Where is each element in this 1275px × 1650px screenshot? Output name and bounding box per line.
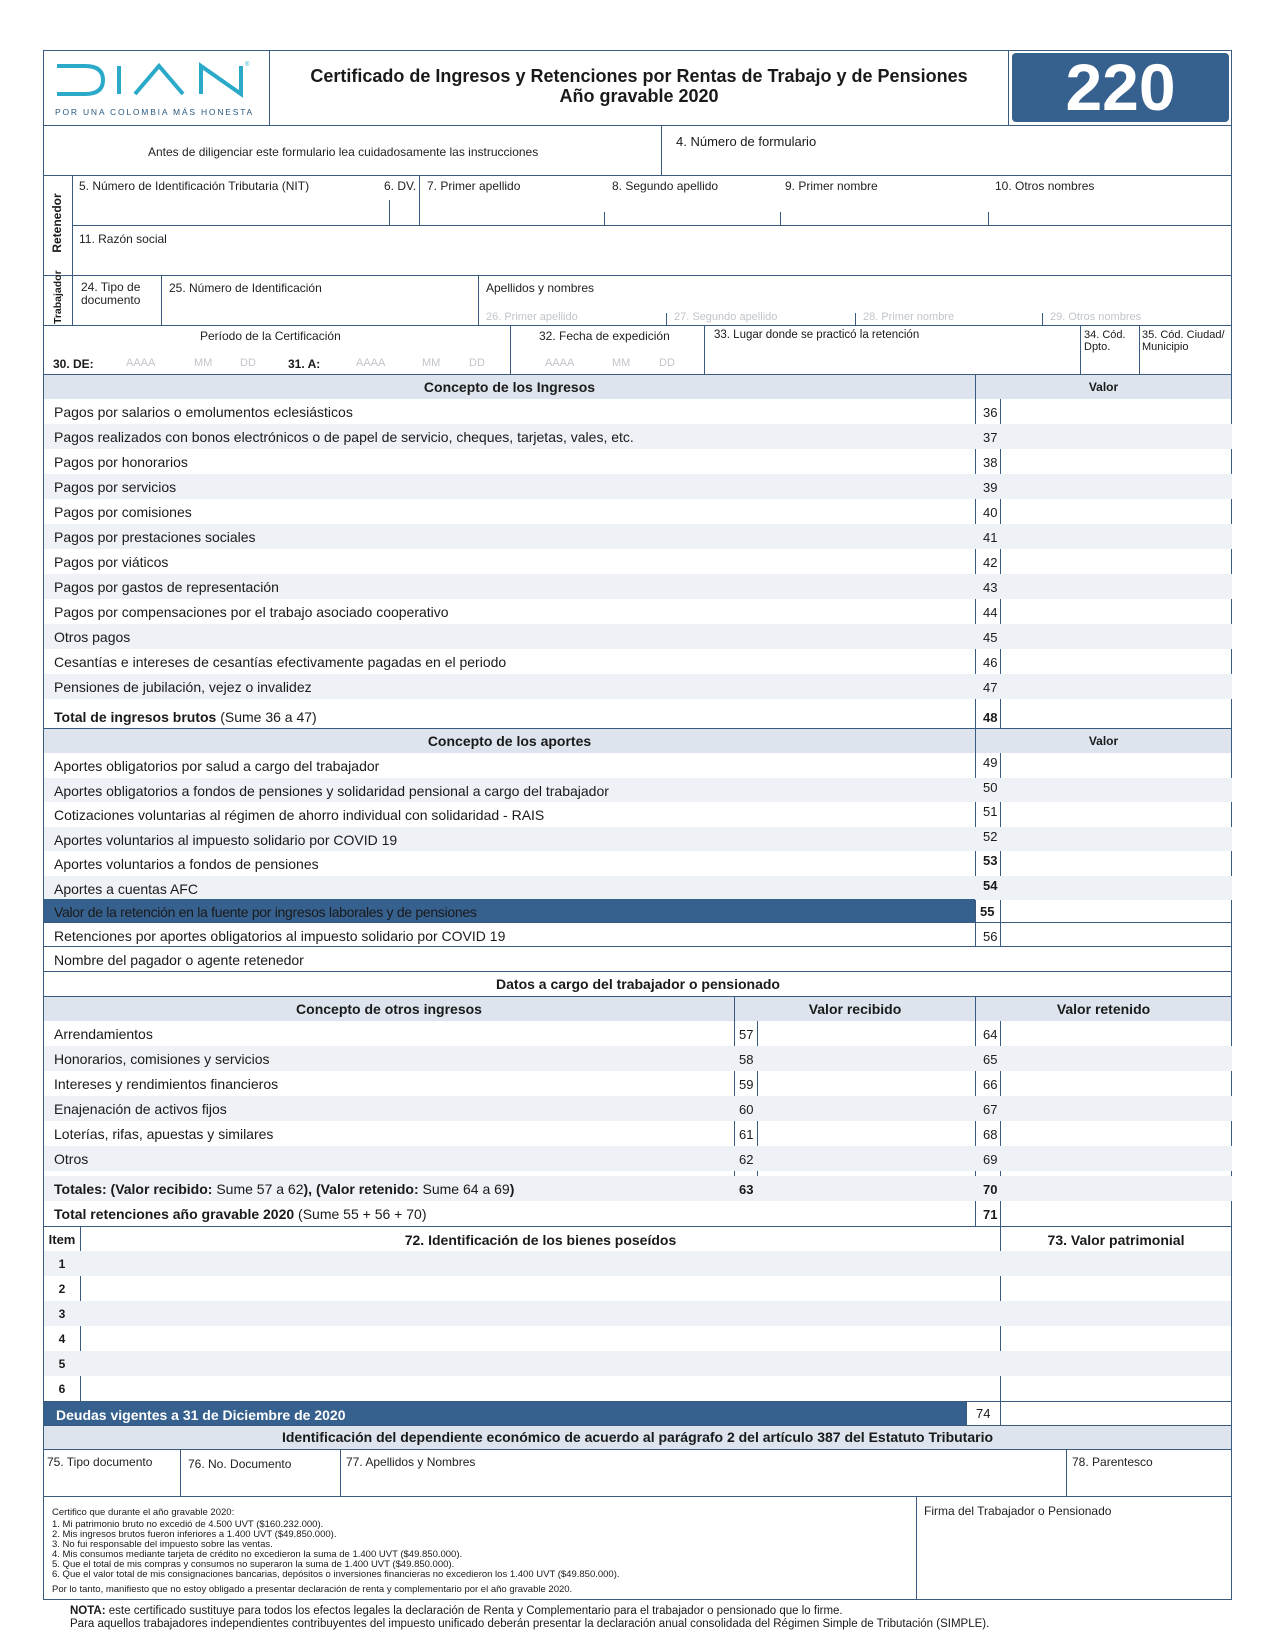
valor-input[interactable] xyxy=(1001,802,1231,826)
field-number: 41 xyxy=(983,530,998,545)
identificacion-trabajador-input[interactable] xyxy=(162,296,477,325)
row-label: Cotizaciones voluntarias al régimen de ahorro individual con solidaridad - RAIS xyxy=(54,807,545,823)
dependiente-nombres-input[interactable] xyxy=(341,1471,1065,1496)
valor-input[interactable] xyxy=(1001,574,1231,599)
row-label: Honorarios, comisiones y servicios xyxy=(54,1051,270,1067)
bien-identificacion-input[interactable] xyxy=(81,1276,999,1301)
dependiente-parentesco-input[interactable] xyxy=(1067,1471,1231,1496)
bien-identificacion-input[interactable] xyxy=(81,1301,999,1326)
field-number: 50 xyxy=(983,779,998,795)
field-26-label: 26. Primer apellido xyxy=(486,311,578,323)
aportes-header: Concepto de los aportes xyxy=(44,729,975,753)
ingresos-row xyxy=(44,624,1232,649)
bien-valor-input[interactable] xyxy=(1001,1376,1231,1401)
bienes-row xyxy=(44,1301,1231,1326)
ingresos-row xyxy=(44,424,1232,449)
ingresos-row xyxy=(44,574,1232,599)
totales-label-d: Sume 64 a 69 xyxy=(418,1181,510,1197)
field-27-label: 27. Segundo apellido xyxy=(674,311,778,323)
totales-label-a: Totales: (Valor recibido: xyxy=(54,1181,213,1197)
row-label: Pagos por honorarios xyxy=(54,454,188,470)
firma-label: Firma del Trabajador o Pensionado xyxy=(924,1504,1112,1518)
ingresos-row xyxy=(44,649,1232,674)
aportes-row xyxy=(44,802,1232,826)
certifico-closing: Por lo tanto, manifiesto que no estoy obligado a presentar declaración de renta y complementario por el año gravable 2020. xyxy=(52,1584,573,1595)
row-label: Aportes voluntarios a fondos de pensiones xyxy=(54,856,319,872)
ingresos-row xyxy=(44,449,1232,474)
row-label: Aportes a cuentas AFC xyxy=(54,880,198,897)
row-label: Otros xyxy=(54,1151,89,1167)
dependiente-header: Identificación del dependiente económico de acuerdo al parágrafo 2 del artículo 387 del Estatuto Tributario xyxy=(44,1426,1231,1449)
ingresos-row xyxy=(44,549,1232,574)
valor-input[interactable] xyxy=(1001,599,1231,624)
row-label: Otros pagos xyxy=(54,629,131,645)
item-number: 2 xyxy=(58,1282,66,1296)
valor-input[interactable] xyxy=(1001,851,1231,875)
bien-identificacion-input[interactable] xyxy=(81,1376,999,1401)
bienes-row xyxy=(44,1276,1231,1301)
valor-input[interactable] xyxy=(1001,649,1231,674)
bien-identificacion-input[interactable] xyxy=(81,1251,999,1276)
field-31-label: 31. A: xyxy=(288,357,321,371)
ingresos-valor-header: Valor xyxy=(976,375,1231,399)
field-number: 46 xyxy=(983,655,998,670)
pagador-input[interactable] xyxy=(360,947,1230,971)
svg-text:®: ® xyxy=(245,62,250,68)
periodo-label: Período de la Certificación xyxy=(200,329,341,343)
de-year-placeholder[interactable]: AAAA xyxy=(126,357,156,369)
total-ingresos-note: (Sume 36 a 47) xyxy=(216,709,317,725)
de-day-placeholder[interactable]: DD xyxy=(240,357,256,369)
form-number-badge: 220 xyxy=(1012,53,1229,122)
ingresos-row xyxy=(44,499,1232,524)
valor-retenido-input[interactable] xyxy=(1001,1071,1231,1096)
field-number: 65 xyxy=(983,1052,998,1067)
field-35-label: 35. Cód. Ciudad/ Municipio xyxy=(1142,329,1225,353)
field-number: 53 xyxy=(983,853,998,868)
row-label: Arrendamientos xyxy=(54,1026,153,1042)
field-number: 43 xyxy=(983,580,998,595)
exp-year-placeholder[interactable]: AAAA xyxy=(545,357,575,369)
otros-row xyxy=(44,1096,1232,1121)
valor-input[interactable] xyxy=(1001,624,1231,649)
field-24-label: 24. Tipo de documento xyxy=(81,280,141,307)
deudas-row xyxy=(43,1401,967,1426)
exp-month-placeholder[interactable]: MM xyxy=(612,357,631,369)
field-number: 59 xyxy=(739,1077,754,1092)
item-number: 6 xyxy=(58,1382,66,1396)
row-label: Pensiones de jubilación, vejez o invalidez xyxy=(54,679,312,695)
bienes-row xyxy=(44,1376,1231,1401)
field-number: 51 xyxy=(983,804,998,819)
field-number: 39 xyxy=(983,480,998,495)
totales-label-e: ) xyxy=(509,1181,515,1197)
instructions-text: Antes de diligenciar este formulario lea cuidadosamente las instrucciones xyxy=(148,145,539,159)
field-7-label: 7. Primer apellido xyxy=(427,179,521,193)
razon-social-input[interactable] xyxy=(73,248,1231,275)
field-33-label: 33. Lugar donde se practicó la retención xyxy=(714,329,920,341)
certifico-item: 4. Mis consumos mediante tarjeta de crédito no excedieron la suma de 1.400 UVT ($49.850.000). xyxy=(52,1549,463,1560)
valor-input[interactable] xyxy=(1001,499,1231,524)
field-5-label: 5. Número de Identificación Tributaria (NIT) xyxy=(79,179,310,193)
a-day-placeholder[interactable]: DD xyxy=(469,357,485,369)
field-number: 58 xyxy=(739,1052,754,1067)
field-72-header: 72. Identificación de los bienes poseídos xyxy=(404,1232,677,1248)
row-label: Loterías, rifas, apuestas y similares xyxy=(54,1126,274,1142)
otros-row xyxy=(44,1071,1232,1096)
aportes-row xyxy=(44,851,1232,875)
dependiente-tipo-input[interactable] xyxy=(45,1471,179,1496)
form-title: Certificado de Ingresos y Retenciones por Rentas de Trabajo y de Pensiones xyxy=(310,66,968,86)
ingresos-row xyxy=(44,399,1232,424)
valor-retenido-input[interactable] xyxy=(1001,1121,1231,1146)
aportes-row xyxy=(44,876,1232,900)
field-70-number: 70 xyxy=(983,1182,998,1197)
total-ingresos-row xyxy=(44,704,1232,729)
otros-row xyxy=(44,1121,1232,1146)
field-number: 69 xyxy=(983,1152,998,1167)
certifico-item: 5. Que el total de mis compras y consumos no superaron la suma de 1.400 UVT ($49.850.000). xyxy=(52,1559,455,1570)
aportes-valor-header: Valor xyxy=(976,729,1231,753)
ingresos-row xyxy=(44,474,1232,499)
otros-row xyxy=(44,1046,1232,1071)
form-subtitle: Año gravable 2020 xyxy=(559,86,719,106)
certifico-block xyxy=(52,1508,912,1595)
bien-identificacion-input[interactable] xyxy=(81,1351,999,1376)
bienes-row xyxy=(44,1251,1231,1276)
nit-input[interactable] xyxy=(73,195,388,224)
form-number-input[interactable] xyxy=(662,150,1231,175)
field-number: 64 xyxy=(983,1027,998,1042)
trabajador-label: Trabajador xyxy=(52,270,64,324)
field-63-number: 63 xyxy=(739,1182,754,1197)
bien-valor-input[interactable] xyxy=(1001,1251,1231,1276)
logo-tagline: POR UNA COLOMBIA MÁS HONESTA xyxy=(55,107,255,117)
nota-label: NOTA: xyxy=(70,1605,106,1617)
field-10-label: 10. Otros nombres xyxy=(995,179,1095,193)
ingresos-row xyxy=(44,674,1232,699)
field-number: 48 xyxy=(983,710,998,725)
valor-recibido-input[interactable] xyxy=(758,1121,974,1146)
field-number: 37 xyxy=(983,430,998,445)
retenedor-label: Retenedor xyxy=(50,193,64,253)
dependiente-documento-input[interactable] xyxy=(181,1471,339,1496)
valor-input[interactable] xyxy=(1001,524,1231,549)
datos-trabajador-header: Datos a cargo del trabajador o pensionado xyxy=(496,976,780,992)
field-number: 61 xyxy=(739,1127,754,1142)
field-9-label: 9. Primer nombre xyxy=(785,179,878,193)
valor-retenido-header: Valor retenido xyxy=(976,997,1231,1021)
valor-recibido-input[interactable] xyxy=(758,1021,974,1046)
field-number: 62 xyxy=(739,1152,754,1167)
field-29-label: 29. Otros nombres xyxy=(1050,311,1142,323)
row-label: Pagos por prestaciones sociales xyxy=(54,529,256,545)
field-number: 36 xyxy=(983,405,998,420)
valor-retenido-input[interactable] xyxy=(1001,1096,1231,1121)
row-label: Enajenación de activos fijos xyxy=(54,1101,227,1117)
field-number: 71 xyxy=(983,1207,998,1222)
field-78-label: 78. Parentesco xyxy=(1072,1455,1153,1469)
aportes-row xyxy=(44,827,1232,851)
certifico-intro: Certifico que durante el año gravable 2020: xyxy=(52,1507,235,1518)
field-number: 47 xyxy=(983,680,998,695)
field-28-label: 28. Primer nombre xyxy=(863,311,955,323)
row-label: Pagos por salarios o emolumentos eclesiásticos xyxy=(54,404,353,420)
totales-row xyxy=(44,1176,1232,1201)
field-6-label: 6. DV. xyxy=(384,179,417,193)
field-number: 60 xyxy=(739,1102,754,1117)
totales-label-c: ), (Valor retenido: xyxy=(303,1181,419,1197)
row-label: Pagos realizados con bonos electrónicos o de papel de servicio, cheques, tarjetas, vales, etc. xyxy=(54,429,634,445)
nota-line2: Para aquellos trabajadores independientes contribuyentes del impuesto unificado deberán presentar la declaración anual consolidada del Régimen Simple de Tributación (SIMPLE). xyxy=(70,1618,990,1630)
aportes-row xyxy=(44,778,1232,802)
field-55-number: 55 xyxy=(980,904,995,919)
field-number: 42 xyxy=(983,555,998,570)
bien-valor-input[interactable] xyxy=(1001,1301,1231,1326)
field-32-label: 32. Fecha de expedición xyxy=(539,329,670,343)
item-number: 4 xyxy=(58,1332,66,1346)
row-label: Pagos por servicios xyxy=(54,479,177,495)
field-number: 38 xyxy=(983,455,998,470)
ingresos-row xyxy=(44,524,1232,549)
firma-input[interactable] xyxy=(917,1520,1231,1599)
pagador-label: Nombre del pagador o agente retenedor xyxy=(54,952,304,968)
field-77-label: 77. Apellidos y Nombres xyxy=(346,1455,476,1469)
valor-retenido-input[interactable] xyxy=(1001,1021,1231,1046)
retencion-fuente-label: Valor de la retención en la fuente por ingresos laborales y de pensiones xyxy=(54,904,477,920)
retenedor-primer-nombre-input[interactable] xyxy=(781,195,987,224)
retenedor-otros-nombres-input[interactable] xyxy=(989,195,1231,224)
dv-input[interactable] xyxy=(390,195,418,224)
valor-input[interactable] xyxy=(1001,449,1231,474)
bienes-row xyxy=(44,1326,1231,1351)
valor-retenido-input[interactable] xyxy=(1001,1146,1231,1171)
item-number: 3 xyxy=(58,1307,66,1321)
a-year-placeholder[interactable]: AAAA xyxy=(356,357,386,369)
covid-retencion-label: Retenciones por aportes obligatorios al impuesto solidario por COVID 19 xyxy=(54,928,506,944)
otros-concepto-header: Concepto de otros ingresos xyxy=(44,997,734,1021)
ingresos-header: Concepto de los Ingresos xyxy=(44,375,975,399)
field-number: 45 xyxy=(983,630,998,645)
row-label: Cesantías e intereses de cesantías efectivamente pagadas en el periodo xyxy=(54,654,507,670)
field-76-label: 76. No. Documento xyxy=(188,1457,292,1471)
certifico-item: 6. Que el valor total de mis consignaciones bancarias, depósitos o inversiones financieras no excedieron los 1.400 UVT ($49.850.000). xyxy=(52,1569,620,1580)
field-75-label: 75. Tipo documento xyxy=(47,1455,153,1469)
covid-retencion-input[interactable] xyxy=(1001,923,1231,946)
field-73-header: 73. Valor patrimonial xyxy=(1047,1232,1185,1248)
field-number: 40 xyxy=(983,505,998,520)
totales-label-b: Sume 57 a 62 xyxy=(212,1181,304,1197)
total-retenciones-row xyxy=(44,1201,1232,1226)
field-number: 52 xyxy=(983,828,998,844)
valor-input[interactable] xyxy=(1001,753,1231,777)
exp-day-placeholder[interactable]: DD xyxy=(659,357,675,369)
total-ingresos-label: Total de ingresos brutos xyxy=(54,709,217,725)
nota-line1: este certificado sustituye para todos los efectos legales la declaración de Renta y Complementario para el trabajador o pensionado que lo firme. xyxy=(105,1605,843,1617)
de-month-placeholder[interactable]: MM xyxy=(194,357,213,369)
item-number: 1 xyxy=(58,1257,66,1271)
row-label: Pagos por gastos de representación xyxy=(54,579,279,595)
field-30-label: 30. DE: xyxy=(53,357,94,371)
bien-identificacion-input[interactable] xyxy=(81,1326,999,1351)
row-label: Pagos por viáticos xyxy=(54,554,169,570)
valor-input[interactable] xyxy=(1001,827,1231,851)
lugar-retencion-input[interactable] xyxy=(705,345,1079,374)
valor-recibido-input[interactable] xyxy=(758,1146,974,1171)
otros-row xyxy=(44,1146,1232,1171)
field-number: 67 xyxy=(983,1102,998,1117)
field-number: 66 xyxy=(983,1077,998,1092)
valor-retenido-input[interactable] xyxy=(1001,1046,1231,1071)
field-number: 49 xyxy=(983,755,998,770)
row-label: Pagos por comisiones xyxy=(54,504,192,520)
bien-valor-input[interactable] xyxy=(1001,1351,1231,1376)
retenedor-primer-apellido-input[interactable] xyxy=(420,195,603,224)
deudas-input[interactable] xyxy=(1001,1402,1231,1425)
dian-logo xyxy=(55,58,260,118)
valor-input[interactable] xyxy=(1001,399,1231,424)
field-number: 68 xyxy=(983,1127,998,1142)
field-8-label: 8. Segundo apellido xyxy=(612,179,719,193)
deudas-label: Deudas vigentes a 31 de Diciembre de 2020 xyxy=(56,1407,346,1423)
valor-input[interactable] xyxy=(1001,549,1231,574)
field-25-label: 25. Número de Identificación xyxy=(169,281,322,295)
item-number: 5 xyxy=(58,1357,66,1371)
field-74-number: 74 xyxy=(976,1406,991,1421)
a-month-placeholder[interactable]: MM xyxy=(422,357,441,369)
certifico-item: 3. No fui responsable del impuesto sobre las ventas. xyxy=(52,1539,273,1550)
retenedor-segundo-apellido-input[interactable] xyxy=(605,195,779,224)
valor-recibido-input[interactable] xyxy=(758,1071,974,1096)
valor-input[interactable] xyxy=(1001,474,1231,499)
retencion-fuente-row xyxy=(44,899,975,923)
row-label: Aportes voluntarios al impuesto solidario por COVID 19 xyxy=(54,831,398,848)
valor-input[interactable] xyxy=(1001,674,1231,699)
field-34-label: 34. Cód. Dpto. xyxy=(1084,329,1126,353)
valor-recibido-input[interactable] xyxy=(758,1046,974,1071)
row-label: Intereses y rendimientos financieros xyxy=(54,1076,279,1092)
field-11-label: 11. Razón social xyxy=(79,232,167,246)
bien-valor-input[interactable] xyxy=(1001,1276,1231,1301)
field-number: 56 xyxy=(983,929,998,944)
certifico-item: 1. Mi patrimonio bruto no excedió de 4.500 UVT ($160.232.000). xyxy=(52,1519,324,1530)
total-retenciones-label: Total retenciones año gravable 2020 xyxy=(54,1206,295,1222)
retencion-fuente-input[interactable] xyxy=(1001,899,1231,922)
apellidos-nombres-label: Apellidos y nombres xyxy=(486,281,595,295)
field-number: 54 xyxy=(983,877,998,893)
valor-input[interactable] xyxy=(1001,876,1231,900)
bien-valor-input[interactable] xyxy=(1001,1326,1231,1351)
item-header: Item xyxy=(48,1232,76,1247)
field-number: 44 xyxy=(983,605,998,620)
valor-input[interactable] xyxy=(1001,424,1231,449)
certifico-item: 2. Mis ingresos brutos fueron inferiores a 1.400 UVT ($49.850.000). xyxy=(52,1529,337,1540)
field-number: 57 xyxy=(739,1027,754,1042)
dian-logo-icon xyxy=(55,58,260,100)
otros-row xyxy=(44,1021,1232,1046)
row-label: Aportes obligatorios por salud a cargo del trabajador xyxy=(54,758,380,774)
ingresos-row xyxy=(44,599,1232,624)
row-label: Pagos por compensaciones por el trabajo asociado cooperativo xyxy=(54,604,449,620)
field-4-label: 4. Número de formulario xyxy=(676,134,817,149)
nota-block xyxy=(70,1605,989,1631)
valor-input[interactable] xyxy=(1001,778,1231,802)
valor-recibido-input[interactable] xyxy=(758,1096,974,1121)
valor-recibido-header: Valor recibido xyxy=(735,997,975,1021)
row-label: Aportes obligatorios a fondos de pensiones y solidaridad pensional a cargo del trabajador xyxy=(54,782,609,799)
total-retenciones-note: (Sume 55 + 56 + 70) xyxy=(294,1206,427,1222)
bienes-row xyxy=(44,1351,1231,1376)
aportes-row xyxy=(44,753,1232,777)
